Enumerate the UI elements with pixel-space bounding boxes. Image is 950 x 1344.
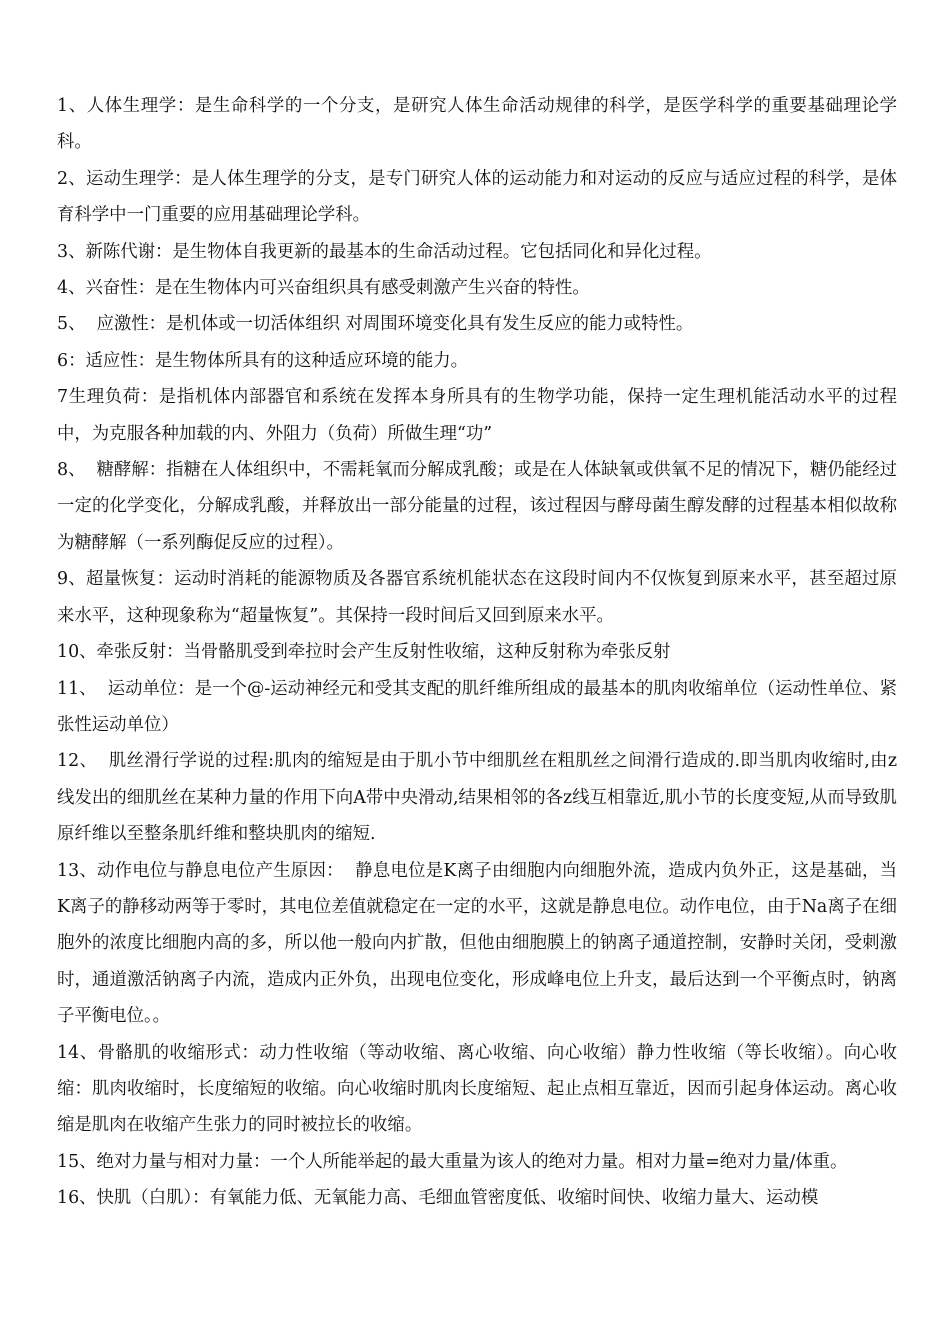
paragraph-5: 5、 应激性：是机体或一切活体组织 对周围环境变化具有发生反应的能力或特性。 [57, 314, 694, 335]
paragraph-16: 16、快肌（白肌）：有氧能力低、无氧能力高、毛细血管密度低、收缩时间快、收缩力量大、运动模 [57, 1188, 819, 1209]
document-body [57, 88, 897, 1217]
paragraph-15: 15、绝对力量与相对力量：一个人所能举起的最大重量为该人的绝对力量。相对力量=绝对力量/体重。 [57, 1151, 848, 1172]
paragraph-7: 7生理负荷：是指机体内部器官和系统在发挥本身所具有的生物学功能，保持一定生理机能活动水平的过程中，为克服各种加载的内、外阻力（负荷）所做生理“功” [57, 387, 897, 444]
paragraph-10: 10、牵张反射：当骨骼肌受到牵拉时会产生反射性收缩，这种反射称为牵张反射 [57, 642, 671, 663]
paragraph-6: 6：适应性：是生物体所具有的这种适应环境的能力。 [57, 350, 469, 371]
paragraph-13: 13、动作电位与静息电位产生原因： 静息电位是K离子由细胞内向细胞外流，造成内负外正，这是基础，当K离子的静移动两等于零时，其电位差值就稳定在一定的水平，这就是静息电位。动作电位，由于Na离子在细胞外的浓度比细胞内高的多，所以他一般向内扩散，但他由细胞膜上的钠离子通道控制，安静时关闭，受刺激时，通道激活钠离子内流，造成内正外负，出现电位变化，形成峰电位上升支，最后达到一个平衡点时，钠离子平衡电位。。 [57, 860, 897, 1027]
paragraph-9: 9、超量恢复：运动时消耗的能源物质及各器官系统机能状态在这段时间内不仅恢复到原来水平，甚至超过原来水平，这种现象称为“超量恢复”。其保持一段时间后又回到原来水平。 [57, 569, 897, 626]
paragraph-3: 3、新陈代谢：是生物体自我更新的最基本的生命活动过程。它包括同化和异化过程。 [57, 241, 712, 262]
paragraph-8: 8、 糖酵解：指糖在人体组织中，不需耗氧而分解成乳酸；或是在人体缺氧或供氧不足的情况下，糖仍能经过一定的化学变化，分解成乳酸，并释放出一部分能量的过程，该过程因与酵母菌生醇发酵的过程基本相似故称为糖酵解（一系列酶促反应的过程）。 [57, 460, 897, 553]
paragraph-14: 14、骨骼肌的收缩形式：动力性收缩（等动收缩、离心收缩、向心收缩）静力性收缩（等长收缩）。向心收缩：肌肉收缩时，长度缩短的收缩。向心收缩时肌肉长度缩短、起止点相互靠近，因而引起身体运动。离心收缩是肌肉在收缩产生张力的同时被拉长的收缩。 [57, 1042, 897, 1136]
paragraph-12: 12、 肌丝滑行学说的过程:肌肉的缩短是由于肌小节中细肌丝在粗肌丝之间滑行造成的.即当肌肉收缩时,由z线发出的细肌丝在某种力量的作用下向A带中央滑动,结果相邻的各z线互相靠近,肌小节的长度变短,从而导致肌原纤维以至整条肌纤维和整块肌肉的缩短. [57, 751, 897, 845]
paragraph-11: 11、 运动单位：是一个@-运动神经元和受其支配的肌纤维所组成的最基本的肌肉收缩单位（运动性单位、紧张性运动单位） [57, 678, 897, 735]
paragraph-2: 2、运动生理学：是人体生理学的分支，是专门研究人体的运动能力和对运动的反应与适应过程的科学，是体育科学中一门重要的应用基础理论学科。 [57, 168, 897, 226]
paragraph-1: 1、人体生理学：是生命科学的一个分支，是研究人体生命活动规律的科学，是医学科学的重要基础理论学科。 [57, 96, 897, 153]
paragraph-4: 4、兴奋性：是在生物体内可兴奋组织具有感受刺激产生兴奋的特性。 [57, 278, 590, 299]
